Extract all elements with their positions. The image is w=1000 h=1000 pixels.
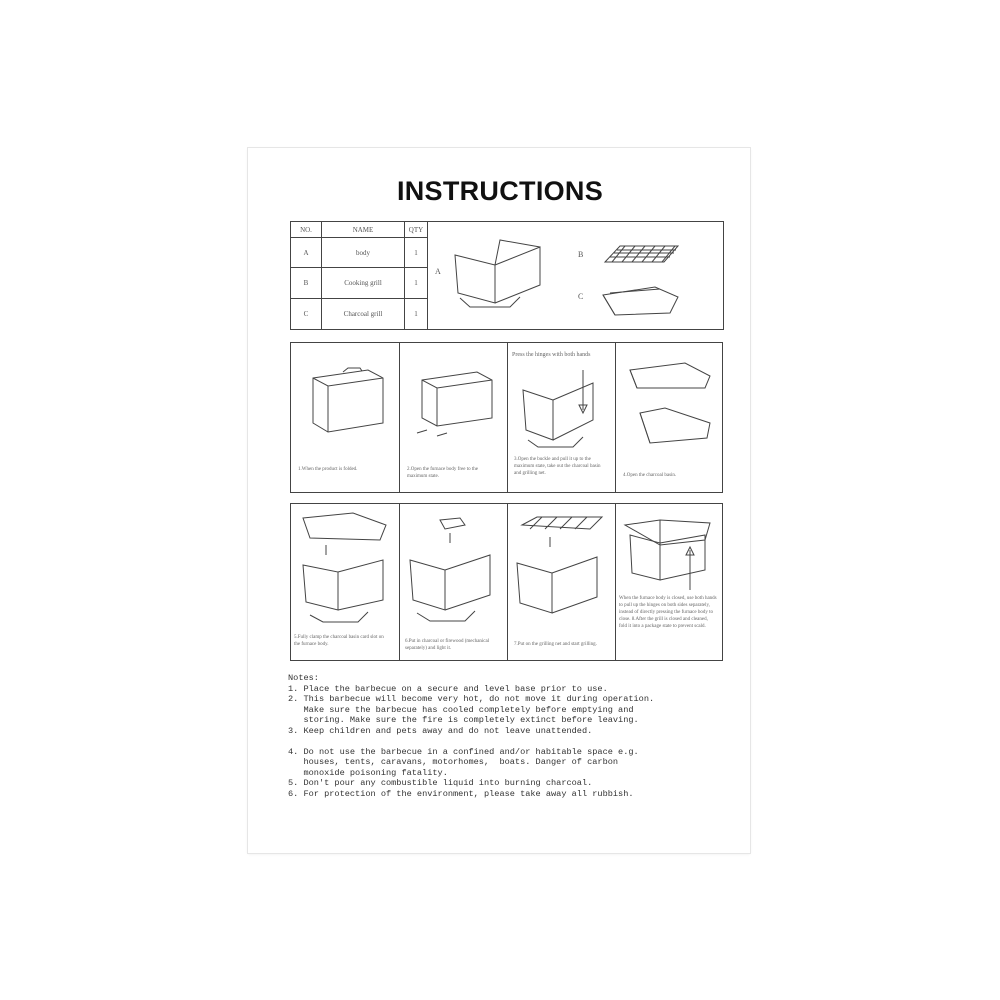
hinge-press-illustration — [518, 365, 608, 450]
note-line: 3. Keep children and pets away and do not leave unattended. — [288, 725, 593, 736]
figure-label-c: C — [578, 292, 584, 301]
part-no: A — [291, 238, 322, 268]
step-2-caption: 2.Open the furnace body free to the maximum state. — [407, 467, 478, 479]
col-header-qty: QTY — [405, 222, 428, 238]
note-line: houses, tents, caravans, motorhomes, boats. Danger of carbon — [288, 757, 619, 767]
part-name: Charcoal grill — [322, 299, 405, 330]
step-8-caption: When the furnace body is closed, use both hands to pull up the hinges on both sides separately, instead of directly pressing the furnace body to close. 8.After the grill is closed and cleaned, fold it into a package state to prevent scald. — [619, 596, 717, 629]
step-3-caption: 3.Open the buckle and pull it up to the maximum state, take out the charcoal basin and grilling net. — [514, 457, 601, 476]
part-name: Cooking grill — [322, 268, 405, 299]
part-name: body — [322, 238, 405, 268]
note-line: 6. For protection of the environment, please take away all rubbish. — [288, 788, 634, 799]
note-line: 5. Don't pour any combustible liquid into burning charcoal. — [288, 778, 593, 788]
col-header-no: NO. — [291, 222, 322, 238]
grilling-net-illustration — [512, 515, 607, 627]
page-title: INSTRUCTIONS — [396, 176, 604, 206]
part-qty: 1 — [405, 238, 428, 268]
part-no: C — [291, 299, 322, 330]
note-line: 2. This barbecue will become very hot, do not move it during operation. — [288, 694, 655, 704]
figure-label-a: A — [435, 267, 441, 276]
step-6-caption: 6.Put in charcoal or firewood (mechanical separately) and light it. — [405, 639, 490, 651]
open-case-illustration — [412, 368, 497, 443]
step-1-caption: 1.When the product is folded. — [298, 467, 358, 472]
step-3-header: Press the hinges with both hands — [512, 352, 591, 358]
part-no: B — [291, 268, 322, 299]
figure-label-b: B — [578, 250, 584, 259]
step-4-caption: 4.Open the charcoal basin. — [623, 473, 677, 478]
note-line — [288, 736, 688, 747]
notes-section — [288, 673, 688, 799]
close-grill-illustration — [620, 515, 720, 595]
add-charcoal-illustration — [405, 515, 500, 625]
col-header-name: NAME — [322, 222, 405, 238]
charcoal-grill-illustration — [600, 285, 680, 317]
note-line: storing. Make sure the fire is completely extinct before leaving. — [288, 715, 639, 725]
charcoal-basin-illustration — [625, 358, 720, 458]
notes-heading: Notes: — [288, 673, 319, 683]
note-line: 4. Do not use the barbecue in a confined and/or habitable space e.g. — [288, 746, 639, 757]
parts-table — [290, 221, 428, 330]
note-line: monoxide poisoning fatality. — [288, 767, 448, 778]
step-5-caption: 5.Fully clamp the charcoal basin card slot on the furnace body. — [294, 635, 384, 647]
part-qty: 1 — [405, 268, 428, 299]
part-qty: 1 — [405, 299, 428, 330]
clamp-basin-illustration — [298, 510, 393, 625]
note-line: 1. Place the barbecue on a secure and level base prior to use. — [288, 683, 608, 694]
body-illustration — [450, 235, 550, 315]
note-line: Make sure the barbecue has cooled completely before emptying and — [288, 704, 634, 715]
cooking-grill-illustration — [600, 244, 680, 268]
folded-case-illustration — [308, 368, 388, 438]
step-7-caption: 7.Put on the grilling net and start grilling. — [514, 642, 597, 647]
